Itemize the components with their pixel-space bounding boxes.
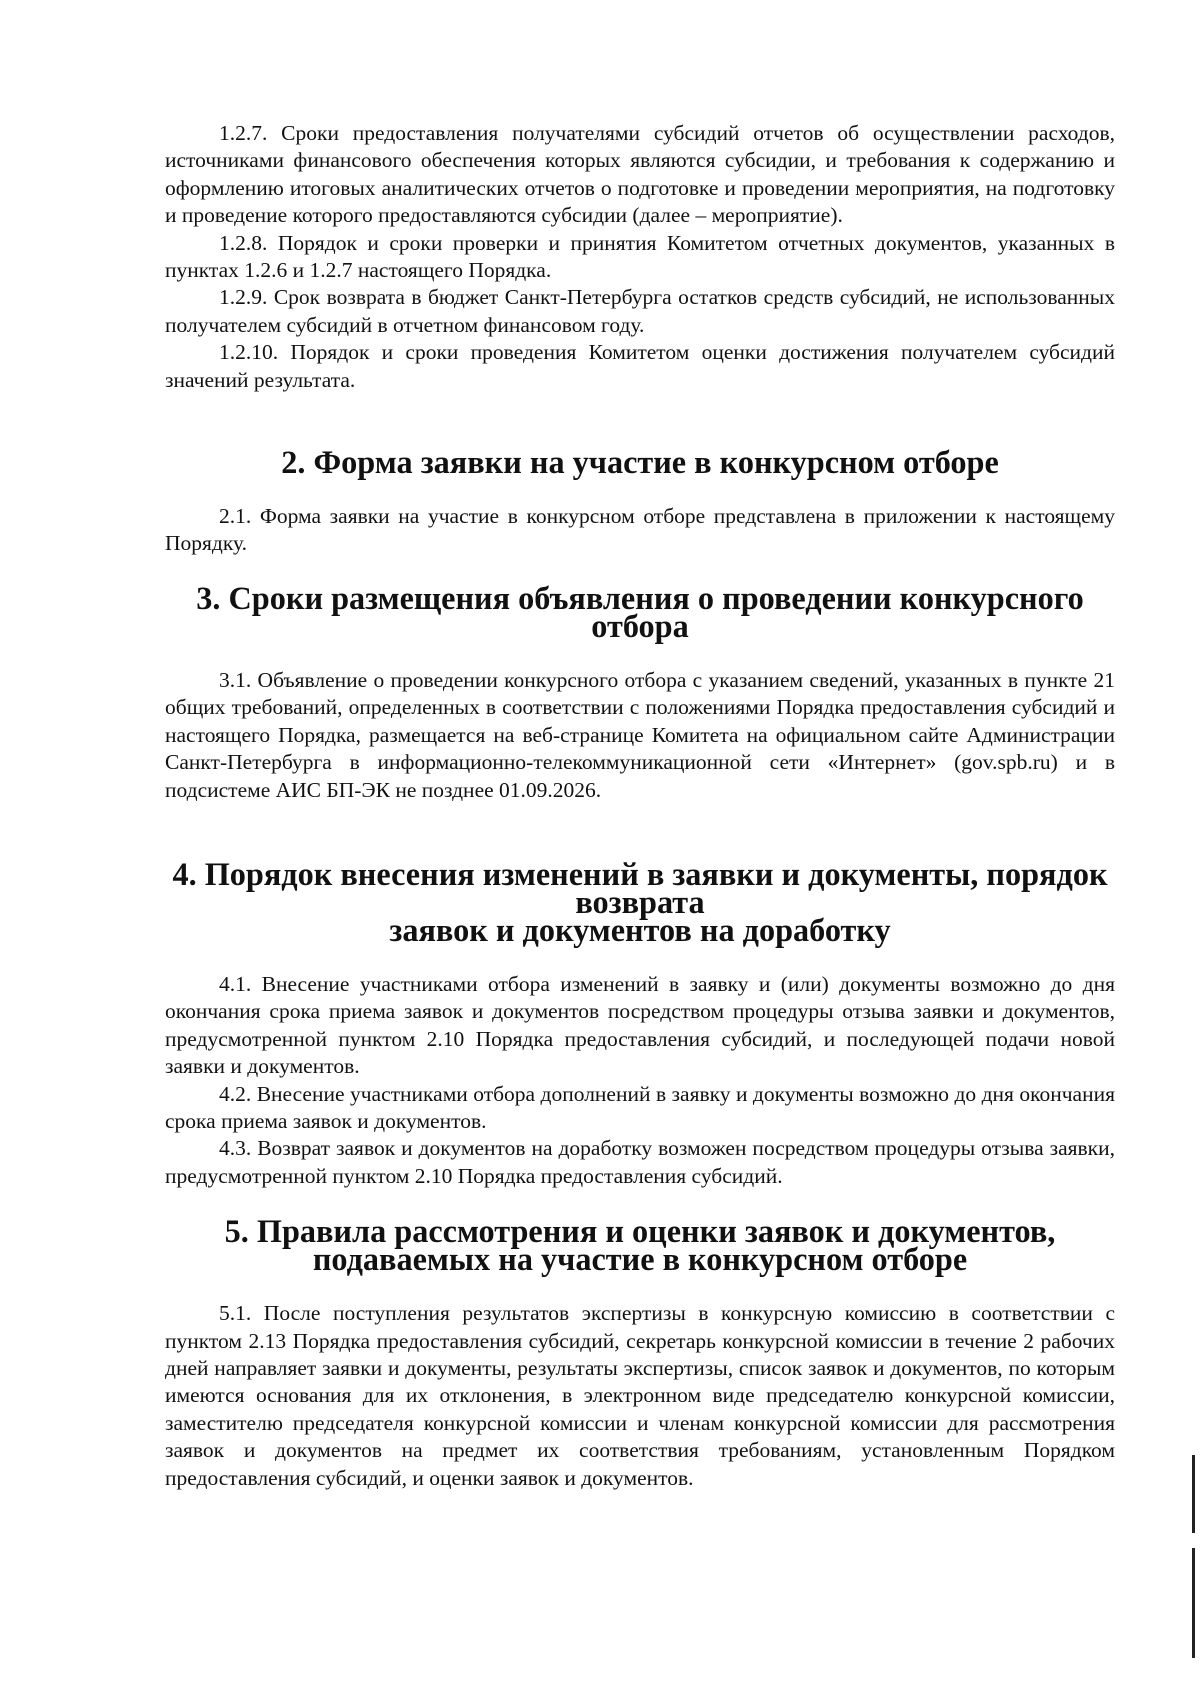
section-5-heading [165, 1213, 1115, 1278]
paragraph-4-1: 4.1. Внесение участниками отбора изменений в заявку и (или) документы возможно до дня окончания срока приема заявок и документов посредством процедуры отзыва заявки и документов, предусмотренной пунктом 2.10 Порядка предоставления субсидий, и последующей подачи новой заявки и документов. [165, 971, 1115, 1079]
spacer [165, 640, 1115, 667]
paragraph-3-1: 3.1. Объявление о проведении конкурсного отбора с указанием сведений, указанных в пункте 21 общих требований, определенных в соответствии с положениями Порядка предоставления субсидий и настоящего Порядка, размещается на веб-странице Комитета на официальном сайте Администрации Санкт-Петербурга в информационно-телекоммуникационной сети «Интернет» (gov.spb.ru) и в подсистеме АИС БП-ЭК не позднее 01.09.2026. [165, 667, 1115, 802]
scan-edge-mark [1192, 1548, 1195, 1658]
spacer [165, 804, 1115, 860]
paragraph-1-2-9: 1.2.9. Срок возврата в бюджет Санкт-Петербурга остатков средств субсидий, не использованных получателем субсидий в отчетном финансовом году. [165, 285, 1115, 337]
section-4-heading [165, 855, 1115, 948]
section-5-heading-line-2: подаваемых на участие в конкурсном отборе [312, 1241, 968, 1278]
scan-edge-mark [1192, 1455, 1195, 1533]
section-3-heading: 3. Сроки размещения объявления о проведении конкурсного отбора [196, 579, 1084, 644]
spacer [165, 1273, 1115, 1300]
document-body [165, 120, 1115, 1492]
paragraph-1-2-8: 1.2.8. Порядок и сроки проверки и принятия Комитетом отчетных документов, указанных в пунктах 1.2.6 и 1.2.7 настоящего Порядка. [165, 230, 1115, 283]
spacer [165, 394, 1115, 448]
paragraph-2-1: 2.1. Форма заявки на участие в конкурсном отборе представлена в приложении к настоящему Порядку. [165, 504, 1115, 556]
section-4-heading-line-1: 4. Порядок внесения изменений в заявки и документы, порядок возврата [172, 855, 1108, 920]
spacer [165, 476, 1115, 503]
paragraph-5-1: 5.1. После поступления результатов экспертизы в конкурсную комиссию в соответствии с пунктом 2.13 Порядка предоставления субсидий, секретарь конкурсной комиссии в течение 2 рабочих дней направляет заявки и документы, результаты экспертизы, список заявок и документов, по которым имеются основания для их отклонения, в электронном виде председателю конкурсной комиссии, заместителю председателя конкурсной комиссии и членам конкурсной комиссии для рассмотрения заявок и документов на предмет их соответствия требованиям, установленным Порядком предоставления субсидий, и оценки заявок и документов. [165, 1301, 1115, 1490]
section-5-heading-line-1: 5. Правила рассмотрения и оценки заявок и документов, [224, 1213, 1056, 1250]
paragraph-4-2: 4.2. Внесение участниками отбора дополнений в заявку и документы возможно до дня окончания срока приема заявок и документов. [165, 1081, 1115, 1133]
spacer [165, 944, 1115, 971]
paragraph-1-2-7: 1.2.7. Сроки предоставления получателями субсидий отчетов об осуществлении расходов, источниками финансового обеспечения которых являются субсидии, и требования к содержанию и оформлению итоговых аналитических отчетов о подготовке и проведении мероприятия, на подготовку и проведение которого предоставляются субсидии (далее – мероприятие). [165, 121, 1115, 228]
paragraph-1-2-10: 1.2.10. Порядок и сроки проведения Комитетом оценки достижения получателем субсидий значений результата. [165, 340, 1115, 392]
paragraph-4-3: 4.3. Возврат заявок и документов на доработку возможен посредством процедуры отзыва заявки, предусмотренной пунктом 2.10 Порядка предоставления субсидий. [165, 1136, 1115, 1188]
section-2-heading: 2. Форма заявки на участие в конкурсном отборе [281, 444, 999, 481]
section-4-heading-line-2: заявок и документов на доработку [389, 911, 891, 948]
